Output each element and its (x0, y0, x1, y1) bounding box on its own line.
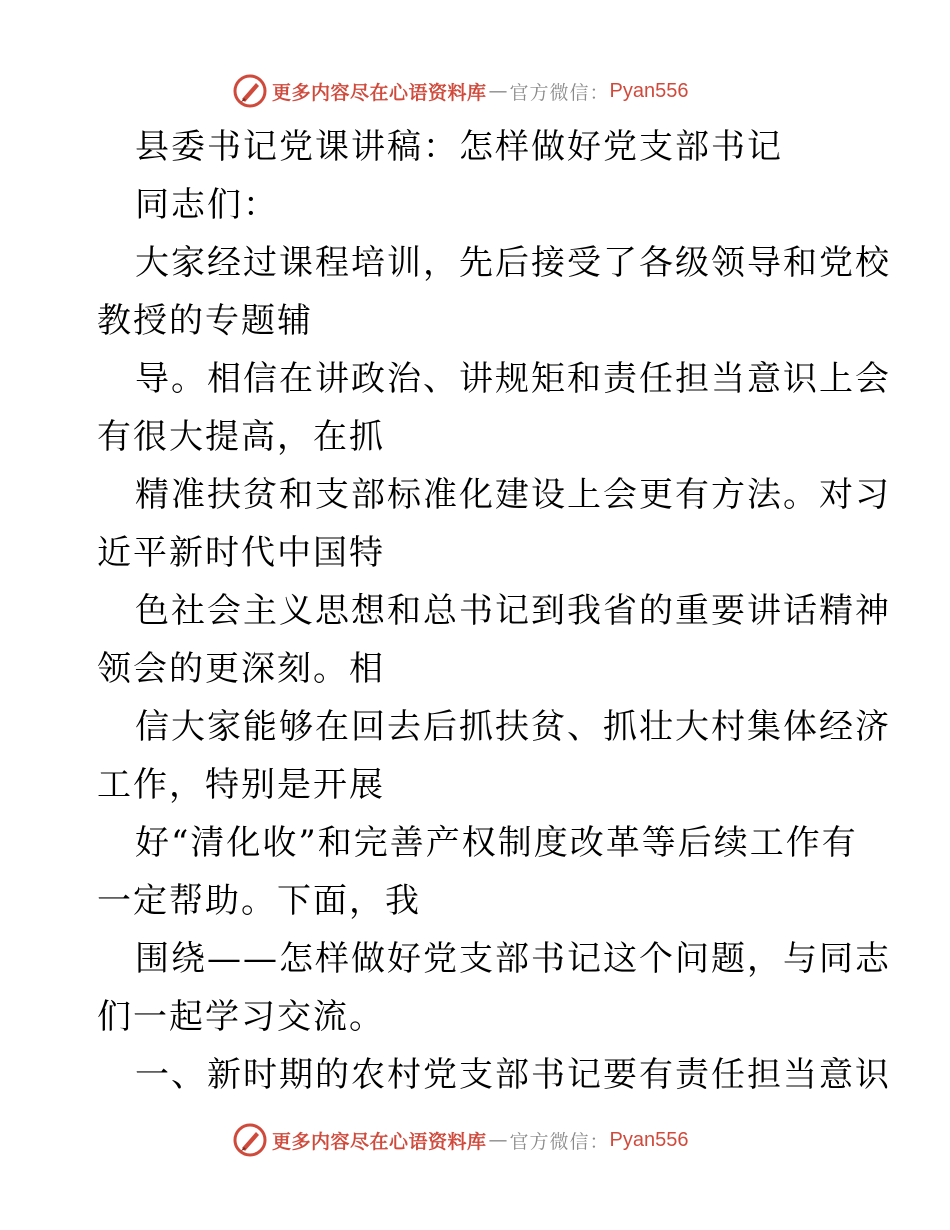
paragraph-line: 一、新时期的农村党支部书记要有责任担当意识 (135, 1055, 891, 1095)
watermark-wechat-id: Pyan556 (609, 79, 689, 102)
paragraph-line: 工作，特别是开展 (97, 765, 385, 805)
watermark-official-label: 官方微信： (509, 81, 610, 104)
footer-watermark (232, 1120, 689, 1160)
watermark-text: 更多内容尽在心语资料库 (272, 1130, 487, 1153)
paragraph-line: 围绕——怎样做好党支部书记这个问题，与同志 (135, 939, 891, 979)
watermark-separator: — (488, 80, 508, 102)
watermark-official-label: 官方微信： (509, 1130, 610, 1153)
paragraph-line: 们一起学习交流。 (97, 997, 385, 1037)
paragraph-line: 教授的专题辅 (97, 301, 313, 341)
watermark-wechat-id: Pyan556 (609, 1128, 689, 1151)
quill-logo-icon (232, 1122, 268, 1158)
watermark-text: 更多内容尽在心语资料库 (272, 81, 487, 104)
header-watermark (232, 71, 689, 111)
paragraph-line: 领会的更深刻。相 (97, 649, 385, 689)
paragraph-line: 色社会主义思想和总书记到我省的重要讲话精神 (135, 591, 891, 631)
watermark-separator: — (488, 1129, 508, 1151)
paragraph-line: 好“清化收”和完善产权制度改革等后续工作有 (135, 823, 858, 863)
paragraph-line: 有很大提高，在抓 (97, 417, 385, 457)
paragraph-line: 大家经过课程培训，先后接受了各级领导和党校 (135, 243, 891, 283)
document-body (97, 118, 891, 1104)
paragraph-line: 精准扶贫和支部标准化建设上会更有方法。对习 (135, 475, 891, 515)
quill-logo-icon (232, 73, 268, 109)
paragraph-line: 信大家能够在回去后抓扶贫、抓壮大村集体经济 (135, 707, 891, 747)
paragraph-line: 近平新时代中国特 (97, 533, 385, 573)
paragraph-line: 一定帮助。下面，我 (97, 881, 421, 921)
document-title: 县委书记党课讲稿：怎样做好党支部书记 (135, 127, 783, 167)
paragraph-line: 同志们： (135, 185, 279, 225)
paragraph-line: 导。相信在讲政治、讲规矩和责任担当意识上会 (135, 359, 891, 399)
